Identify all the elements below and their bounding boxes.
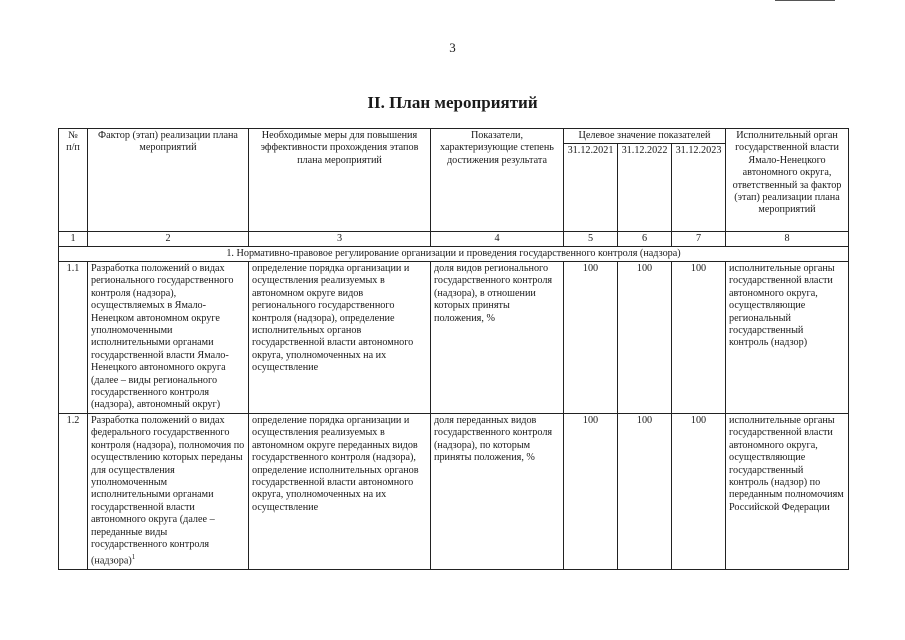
header-row [59, 129, 849, 144]
section-title: II. План мероприятий [367, 93, 538, 112]
row-executor: исполнительные органы государственной власти автономного округа, осуществляющие государственный контроль (надзор) по переданным полномочиям Российской Федерации [726, 413, 849, 569]
page-number: 3 [449, 40, 456, 55]
row-indicator: доля видов регионального государственного контроля (надзора), в отношении которых приняты положения, % [431, 262, 564, 414]
row-value-2021: 100 [564, 413, 618, 569]
row-number: 1.2 [59, 413, 88, 569]
table-row [59, 262, 849, 414]
column-number: 1 [59, 232, 88, 247]
plan-table [58, 128, 849, 570]
column-number: 3 [249, 232, 431, 247]
row-factor: Разработка положений о видах федерального государственного контроля (надзора), полномочия по осуществлению которых переданы для осуществления уполномоченным исполнительными органами государственной власти автономного округа (далее – переданные виды государственного контроля (надзора) [91, 414, 245, 567]
column-number: 8 [726, 232, 849, 247]
column-number: 6 [618, 232, 672, 247]
row-value-2022: 100 [618, 413, 672, 569]
row-indicator: доля переданных видов государственного контроля (надзора), по которым приняты положения, % [431, 413, 564, 569]
row-value-2023: 100 [672, 262, 726, 414]
section-row [59, 247, 849, 262]
top-rule [775, 0, 835, 1]
header-num: № п/п [59, 129, 88, 232]
row-factor-cell [88, 413, 249, 569]
column-number: 2 [88, 232, 249, 247]
table-row [59, 413, 849, 569]
row-factor: Разработка положений о видах регионального государственного контроля (надзора), осуществляемых в Ямало-Ненецком автономном округе уполномоченными исполнительными органами государственной власти Ямало-Ненецкого автономного округа (далее – виды регионального государственного контроля (надзора), автономный округ) [88, 262, 249, 414]
row-measures: определение порядка организации и осуществления реализуемых в автономном округе видов регионального государственного контроля (надзора), определение исполнительных органов государственной власти автономного округа, уполномоченных на их осуществление [249, 262, 431, 414]
column-number: 5 [564, 232, 618, 247]
row-value-2023: 100 [672, 413, 726, 569]
row-value-2021: 100 [564, 262, 618, 414]
header-date-2023: 31.12.2023 [672, 144, 726, 232]
header-target-group: Целевое значение показателей [564, 129, 726, 144]
row-executor: исполнительные органы государственной власти автономного округа, осуществляющие региональный государственный контроль (надзор) [726, 262, 849, 414]
header-indicators: Показатели, характеризующие степень достижения результата [431, 129, 564, 232]
header-date-2021: 31.12.2021 [564, 144, 618, 232]
footnote-marker: 1 [131, 553, 136, 562]
column-number: 7 [672, 232, 726, 247]
header-date-2022: 31.12.2022 [618, 144, 672, 232]
header-factor: Фактор (этап) реализации плана мероприятий [88, 129, 249, 232]
row-measures: определение порядка организации и осуществления реализуемых в автономном округе переданных видов государственного контроля (надзора), определение исполнительных органов государственной власти автономного округа, уполномоченных на их осуществление [249, 413, 431, 569]
header-executor: Исполнительный орган государственной власти Ямало-Ненецкого автономного округа, ответственный за фактор (этап) реализации плана мероприятий [726, 129, 849, 232]
column-number: 4 [431, 232, 564, 247]
section-heading: 1. Нормативно-правовое регулирование организации и проведения государственного контроля (надзора) [59, 247, 849, 262]
row-number: 1.1 [59, 262, 88, 414]
row-value-2022: 100 [618, 262, 672, 414]
column-number-row [59, 232, 849, 247]
header-measures: Необходимые меры для повышения эффективности прохождения этапов плана мероприятий [249, 129, 431, 232]
